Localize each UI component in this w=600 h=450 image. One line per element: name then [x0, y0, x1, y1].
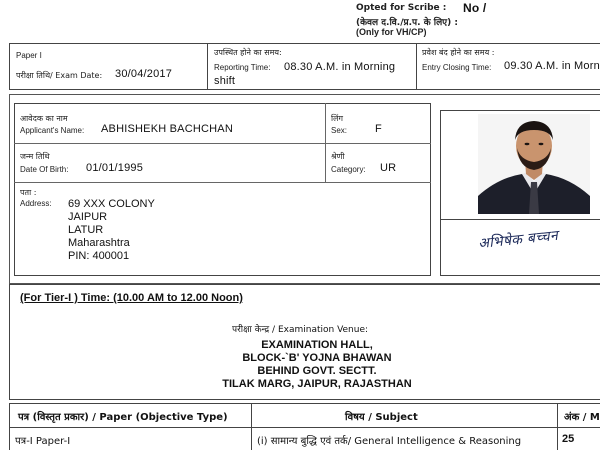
exam-date-label: परीक्षा तिथि/ Exam Date: [16, 71, 103, 80]
venue-line: BEHIND GOVT. SECTT. [257, 365, 377, 377]
table-header-marks: अंक / M [564, 412, 600, 423]
sex-label-hi: लिंग [331, 114, 343, 123]
sex-value: F [375, 123, 382, 135]
venue-line: EXAMINATION HALL, [261, 339, 373, 351]
address-block [68, 198, 155, 263]
dob-value: 01/01/1995 [86, 162, 144, 174]
scribe-label-en: Opted for Scribe : [356, 3, 447, 13]
applicant-signature: अभिषेक बच्चन [477, 227, 559, 253]
table-cell-marks: 25 [562, 433, 575, 445]
dob-label-hi: जन्म तिथि [20, 152, 50, 161]
category-label-hi: श्रेणी [331, 152, 345, 161]
address-label-en: Address: [20, 199, 52, 208]
table-header-subject: विषय / Subject [345, 412, 418, 423]
table-cell-subject: (i) सामान्य बुद्धि एवं तर्क/ General Intelligence & Reasoning [257, 436, 522, 447]
reporting-label-en: Reporting Time: [214, 63, 271, 72]
paper-label: Paper I [16, 51, 42, 60]
address-line: PIN: 400001 [68, 250, 130, 262]
applicant-photo [478, 114, 590, 214]
venue-line: TILAK MARG, JAIPUR, RAJASTHAN [222, 378, 412, 390]
scribe-value: No / [463, 1, 487, 15]
table-cell-paper: पत्र-I Paper-I [15, 436, 71, 447]
scribe-note: (Only for VH/CP) [356, 27, 427, 37]
table-header-paper: पत्र (विस्तृत प्रकार) / Paper (Objective Type) [18, 412, 228, 423]
exam-date: 30/04/2017 [115, 68, 173, 80]
tier-time: (For Tier-I ) Time: (10.00 AM to 12.00 Noon) [20, 292, 243, 304]
reporting-time: 08.30 A.M. in Morning shift [214, 61, 396, 87]
reporting-label-hi: उपस्थित होने का समय: [214, 48, 282, 57]
applicant-name-label-en: Applicant's Name: [20, 126, 85, 135]
applicant-name-label-hi: आवेदक का नाम [20, 114, 68, 123]
category-value: UR [380, 162, 397, 174]
address-line: 69 XXX COLONY [68, 198, 155, 210]
address-line: JAIPUR [68, 211, 108, 223]
entry-closing-time: 09.30 A.M. in Morn [504, 60, 600, 72]
address-line: Maharashtra [68, 237, 130, 249]
applicant-name: ABHISHEKH BACHCHAN [101, 123, 233, 135]
entry-label-hi: प्रवेश बंद होने का समय : [422, 48, 495, 57]
venue-label: परीक्षा केन्द्र / Examination Venue: [231, 325, 369, 335]
venue-address [0, 339, 600, 391]
address-line: LATUR [68, 224, 104, 236]
address-label-hi: पता : [20, 188, 37, 197]
dob-label-en: Date Of Birth: [20, 165, 69, 174]
venue-line: BLOCK-`B' YOJNA BHAWAN [242, 352, 392, 364]
entry-label-en: Entry Closing Time: [422, 63, 492, 72]
category-label-en: Category: [331, 165, 366, 174]
scribe-label-hi: (केवल द.वि./प्र.प. के लिए) : [356, 18, 459, 28]
sex-label-en: Sex: [331, 126, 348, 135]
